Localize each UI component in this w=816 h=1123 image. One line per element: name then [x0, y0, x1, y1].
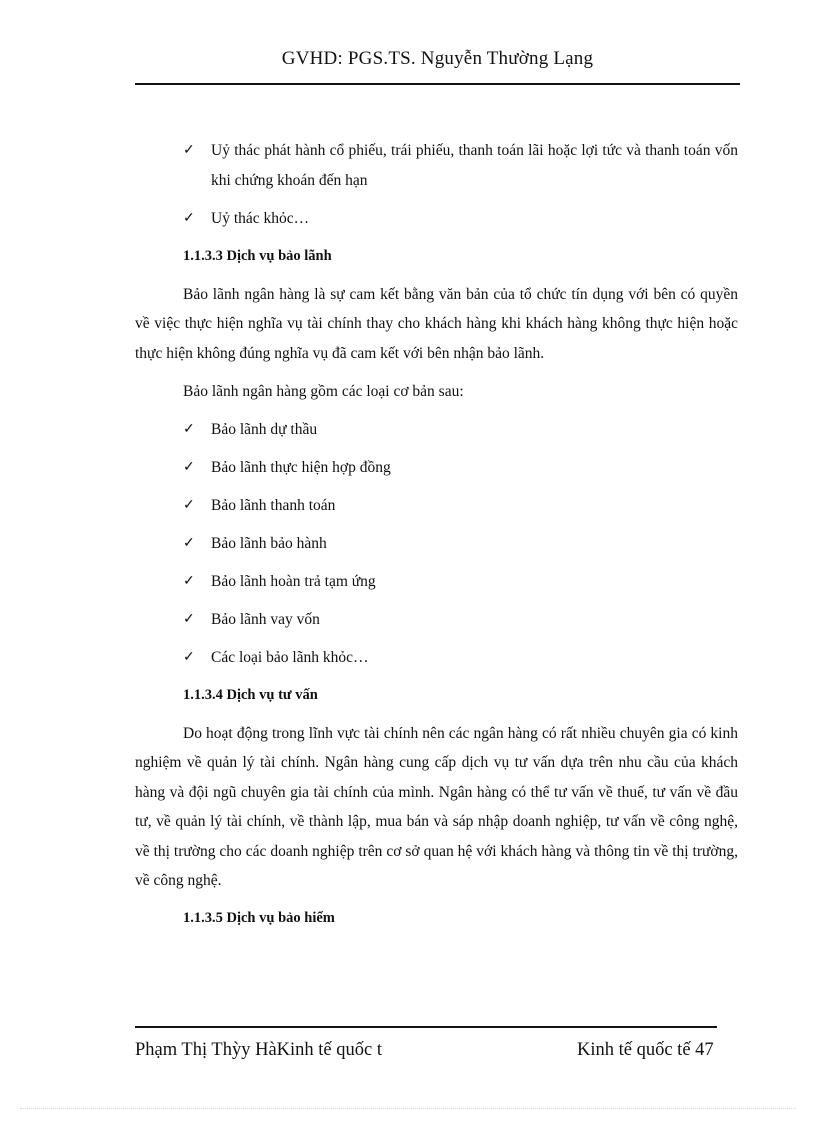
page-header: GVHD: PGS.TS. Nguyễn Thường Lạng — [281, 48, 594, 69]
section-heading: 1.1.3.3 Dịch vụ bảo lãnh — [183, 247, 332, 264]
list-item — [135, 204, 738, 234]
checkmark-icon: ✓ — [183, 649, 195, 665]
list-item — [135, 567, 738, 597]
list-item-text: Uỷ thác phát hành cổ phiếu, trái phiếu, thanh toán lãi hoặc lợi tức và thanh toán vốn khi chứng khoán đến hạn — [211, 142, 738, 189]
checkmark-icon: ✓ — [183, 459, 195, 475]
list-item — [135, 491, 738, 521]
checkmark-icon: ✓ — [183, 143, 195, 158]
list-item — [135, 643, 738, 673]
list-item-text: Bảo lãnh dự thầu — [211, 420, 318, 438]
list-item-text: Các loại bảo lãnh khỏc… — [211, 648, 369, 666]
section-heading: 1.1.3.5 Dịch vụ bảo hiểm — [183, 910, 335, 926]
paragraph: Do hoạt động trong lĩnh vực tài chính nên các ngân hàng có rất nhiều chuyên gia có kinh nghiệm về quản lý tài chính. Ngân hàng cung cấp dịch vụ tư vấn dựa trên nhu cầu của khách hàng và đội ngũ chuyên gia tài chính của mình. Ngân hàng có thể tư vấn về thuế, tư vấn về đầu tư, về quản lý tài chính, về thành lập, mua bán và sáp nhập doanh nghiệp, tư vấn về công nghệ, về thị trường cho các doanh nghiệp trên cơ sở quan hệ với khách hàng và thông tin về thị trường, về công nghệ. — [135, 724, 738, 889]
list-item-text: Bảo lãnh hoàn trả tạm ứng — [211, 572, 376, 590]
list-item — [135, 605, 738, 635]
page-edge-divider — [20, 1108, 796, 1109]
checkmark-icon: ✓ — [183, 611, 195, 627]
checkmark-icon: ✓ — [183, 210, 195, 226]
footer-author: Phạm Thị Thỳy HàKinh tế quốc t — [135, 1040, 382, 1060]
list-item — [135, 529, 738, 559]
list-item-text: Bảo lãnh thanh toán — [211, 496, 336, 514]
list-item-text: Uỷ thác khỏc… — [211, 209, 310, 227]
checkmark-icon: ✓ — [183, 535, 195, 551]
paragraph: Bảo lãnh ngân hàng gồm các loại cơ bản sau: — [183, 382, 464, 400]
checkmark-icon: ✓ — [183, 573, 195, 589]
paragraph: Bảo lãnh ngân hàng là sự cam kết bằng văn bản của tổ chức tín dụng với bên có quyền về việc thực hiện nghĩa vụ tài chính thay cho khách hàng khi khách hàng không thực hiện hoặc thực hiện không đúng nghĩa vụ đã cam kết với bên nhận bảo lãnh. — [135, 285, 738, 362]
header-divider — [135, 83, 740, 85]
list-item-text: Bảo lãnh thực hiện hợp đồng — [211, 458, 391, 476]
checkmark-icon: ✓ — [183, 497, 195, 513]
list-item — [135, 415, 738, 445]
list-item — [135, 453, 738, 483]
footer-page-label: Kinh tế quốc tế 47 — [577, 1040, 714, 1060]
list-item-text: Bảo lãnh bảo hành — [211, 534, 327, 552]
section-heading: 1.1.3.4 Dịch vụ tư vấn — [183, 686, 318, 703]
list-item — [135, 136, 738, 195]
checkmark-icon: ✓ — [183, 421, 195, 437]
list-item-text: Bảo lãnh vay vốn — [211, 610, 320, 628]
document-body — [135, 136, 738, 942]
footer-divider — [135, 1026, 717, 1028]
